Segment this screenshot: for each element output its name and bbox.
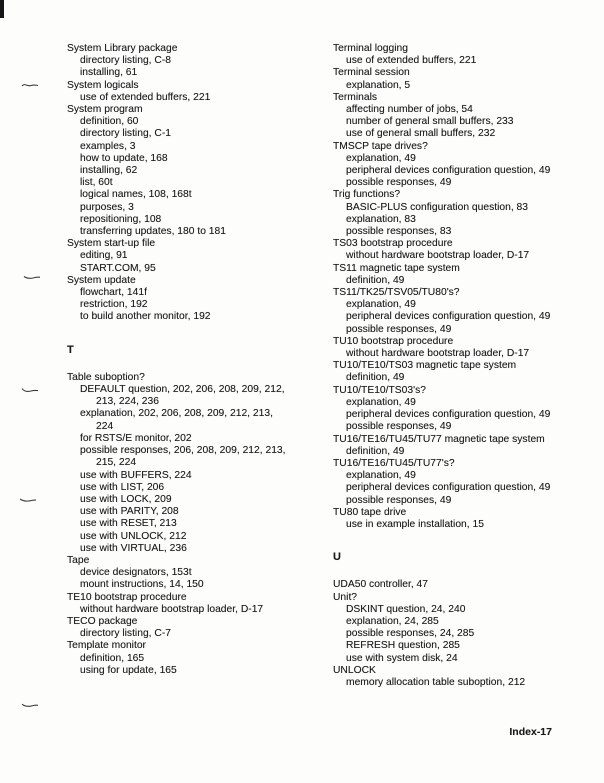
index-subentry: purposes, 3 (80, 201, 134, 213)
index-subentry: START.COM, 95 (80, 262, 156, 274)
index-subentry: transferring updates, 180 to 181 (80, 226, 226, 238)
index-entry: TU80 tape drive (333, 506, 407, 518)
index-subentry: possible responses, 206, 208, 209, 212, 213, (80, 445, 286, 457)
index-entry: TMSCP tape drives? (333, 140, 428, 152)
index-subentry: use with system disk, 24 (346, 652, 458, 664)
index-subentry: without hardware bootstrap loader, D-17 (80, 603, 264, 615)
index-entry: System Library package (67, 43, 178, 54)
index-entry: TU16/TE16/TU45/TU77 magnetic tape system (333, 433, 545, 445)
index-entry: TS03 bootstrap procedure (333, 238, 453, 250)
index-subentry: examples, 3 (80, 140, 136, 152)
index-subentry: definition, 165 (80, 652, 145, 664)
scan-mark (23, 273, 41, 281)
index-entry: TS11 magnetic tape system (333, 262, 460, 274)
scan-mark (19, 496, 37, 504)
index-entry: Terminal session (333, 67, 410, 79)
index-entry: TECO package (67, 615, 138, 627)
index-entry: Unit? (333, 591, 358, 603)
index-subentry: directory listing, C-7 (80, 628, 171, 640)
index-entry: System start-up file (67, 238, 156, 250)
index-subentry: number of general small buffers, 233 (346, 116, 514, 128)
index-subentry: definition, 60 (80, 116, 139, 128)
index-subentry: possible responses, 83 (346, 226, 452, 238)
index-subentry: definition, 49 (346, 445, 405, 457)
scan-corner-bar (0, 0, 4, 18)
index-subentry: use in example installation, 15 (346, 518, 484, 530)
page-number: Index-17 (509, 726, 552, 738)
index-subentry: use with UNLOCK, 212 (80, 530, 187, 542)
index-entry: System program (67, 104, 143, 116)
index-subentry: use with LOCK, 209 (80, 493, 172, 505)
index-subentry: use with BUFFERS, 224 (80, 469, 192, 481)
index-subentry: to build another monitor, 192 (80, 311, 211, 323)
index-entry: Terminals (333, 91, 378, 103)
index-subentry: 224 (96, 420, 114, 432)
index-subentry: memory allocation table suboption, 212 (346, 676, 526, 688)
index-subentry: explanation, 5 (346, 79, 411, 91)
index-subentry: REFRESH question, 285 (346, 640, 460, 652)
index-subentry: possible responses, 24, 285 (346, 628, 475, 640)
index-subentry: flowchart, 141f (80, 287, 147, 299)
index-subentry: explanation, 49 (346, 299, 416, 311)
index-entry-group (67, 372, 307, 677)
index-subentry: 215, 224 (96, 457, 137, 469)
index-column-right (333, 43, 583, 689)
index-subentry: restriction, 192 (80, 299, 148, 311)
index-entry: UNLOCK (333, 664, 376, 676)
index-entry-group (333, 43, 583, 531)
index-entry: UDA50 controller, 47 (333, 579, 429, 591)
index-entry: Terminal logging (333, 43, 408, 54)
index-subentry: installing, 61 (80, 67, 138, 79)
index-subentry: directory listing, C-8 (80, 55, 171, 67)
index-subentry: possible responses, 49 (346, 421, 452, 433)
index-subentry: use of extended buffers, 221 (80, 91, 211, 103)
index-entry: TU10 bootstrap procedure (333, 335, 454, 347)
index-subentry: possible responses, 49 (346, 323, 452, 335)
index-subentry: BASIC-PLUS configuration question, 83 (346, 201, 529, 213)
index-entry: TU16/TE16/TU45/TU77's? (333, 457, 455, 469)
index-subentry: explanation, 24, 285 (346, 615, 439, 627)
index-subentry: for RSTS/E monitor, 202 (80, 432, 192, 444)
index-subentry: peripheral devices configuration question, 49 (346, 165, 551, 177)
index-subentry: explanation, 202, 206, 208, 209, 212, 213, (80, 408, 273, 420)
index-subentry: without hardware bootstrap loader, D-17 (346, 348, 530, 360)
index-entry: Template monitor (67, 640, 146, 652)
index-subentry: DEFAULT question, 202, 206, 208, 209, 212, (80, 384, 285, 396)
index-section-heading: U (333, 551, 341, 564)
index-subentry: use with PARITY, 208 (80, 506, 179, 518)
index-subentry: without hardware bootstrap loader, D-17 (346, 250, 530, 262)
index-entry: TE10 bootstrap procedure (67, 591, 187, 603)
index-subentry: definition, 49 (346, 274, 405, 286)
index-entry: Tape (67, 554, 90, 566)
index-subentry: use of extended buffers, 221 (346, 55, 477, 67)
index-subentry: explanation, 49 (346, 396, 416, 408)
index-subentry: DSKINT question, 24, 240 (346, 603, 466, 615)
index-subentry: repositioning, 108 (80, 213, 162, 225)
index-subentry: possible responses, 49 (346, 494, 452, 506)
index-section-heading: T (67, 343, 74, 356)
index-subentry: peripheral devices configuration question, 49 (346, 409, 551, 421)
scan-mark (21, 386, 39, 394)
index-subentry: use with VIRTUAL, 236 (80, 542, 187, 554)
index-subentry: editing, 91 (80, 250, 128, 262)
index-entry: Table suboption? (67, 371, 145, 383)
index-subentry: how to update, 168 (80, 152, 168, 164)
index-subentry: 213, 224, 236 (96, 396, 159, 408)
index-subentry: explanation, 49 (346, 152, 416, 164)
index-subentry: use with RESET, 213 (80, 518, 177, 530)
index-subentry: installing, 62 (80, 165, 138, 177)
index-subentry: device designators, 153t (80, 567, 192, 579)
index-subentry: peripheral devices configuration question, 49 (346, 311, 551, 323)
index-subentry: list, 60t (80, 177, 113, 189)
index-subentry: using for update, 165 (80, 664, 177, 676)
index-entry: TU10/TE10/TS03's? (333, 384, 426, 396)
index-subentry: explanation, 49 (346, 470, 416, 482)
index-subentry: explanation, 83 (346, 213, 416, 225)
index-entry: TS11/TK25/TSV05/TU80's? (333, 287, 460, 299)
index-subentry: peripheral devices configuration question, 49 (346, 482, 551, 494)
index-subentry: affecting number of jobs, 54 (346, 104, 473, 116)
index-subentry: use with LIST, 206 (80, 481, 165, 493)
index-subentry: mount instructions, 14, 150 (80, 579, 204, 591)
index-entry: Trig functions? (333, 189, 401, 201)
index-subentry: logical names, 108, 168t (80, 189, 192, 201)
index-entry-group (333, 579, 583, 689)
index-entry: System logicals (67, 79, 139, 91)
index-column-left (67, 43, 307, 677)
scan-mark (21, 701, 39, 709)
index-subentry: use of general small buffers, 232 (346, 128, 496, 140)
index-entry: TU10/TE10/TS03 magnetic tape system (333, 360, 517, 372)
index-subentry: directory listing, C-1 (80, 128, 171, 140)
scan-mark (21, 81, 39, 89)
index-entry: System update (67, 274, 136, 286)
index-subentry: possible responses, 49 (346, 177, 452, 189)
index-subentry: definition, 49 (346, 372, 405, 384)
index-entry-group (67, 43, 307, 324)
